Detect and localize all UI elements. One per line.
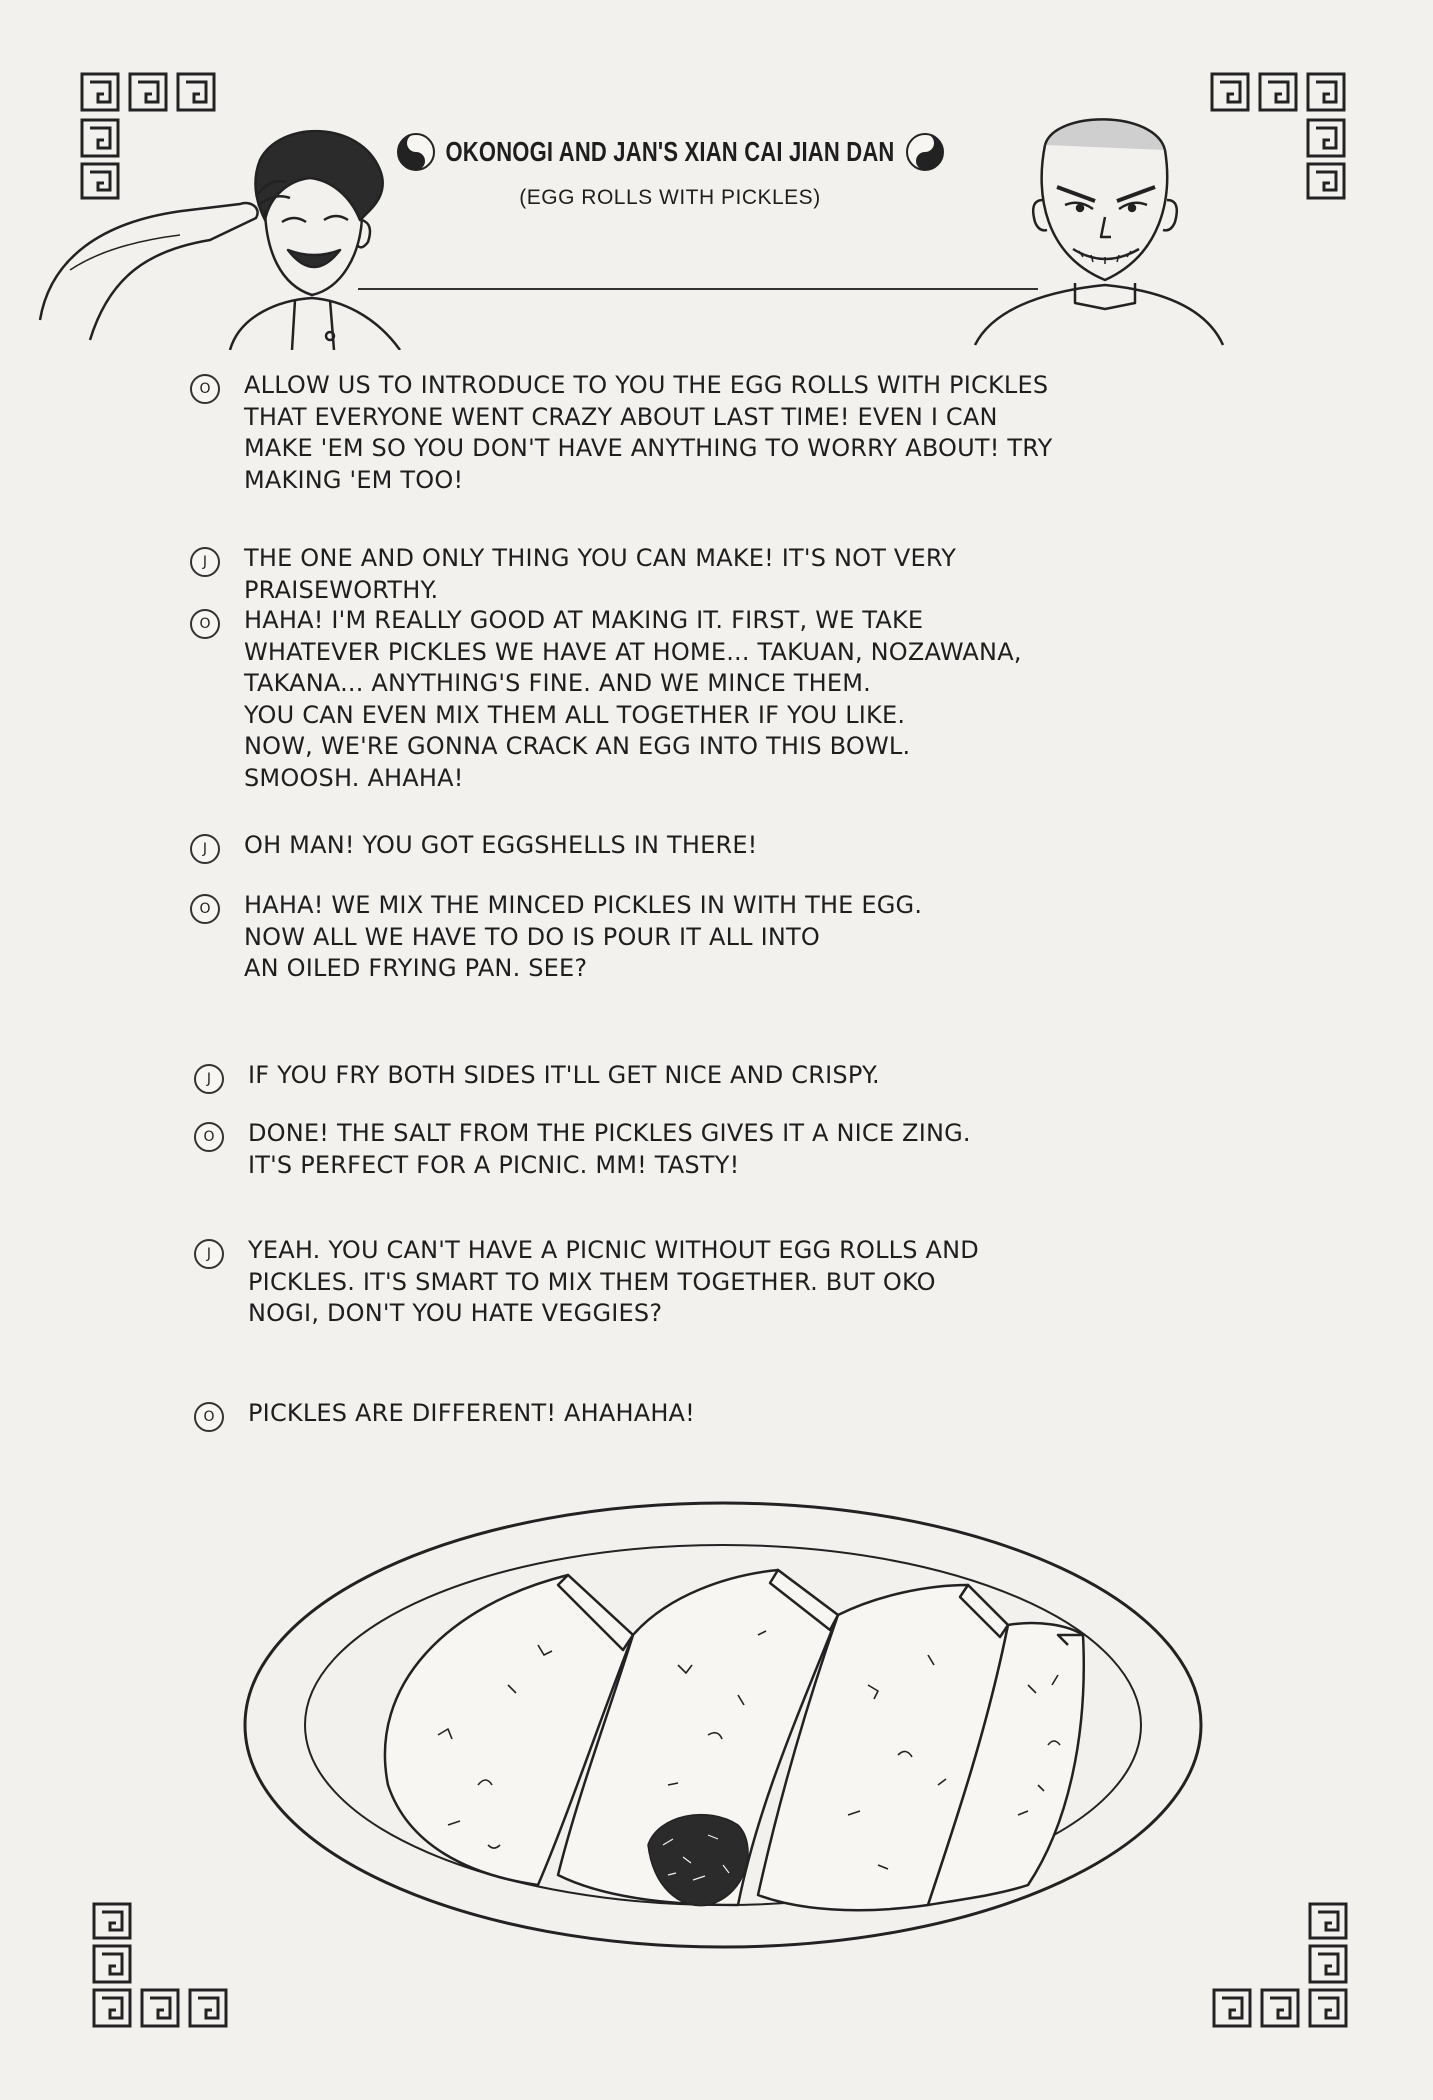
dialogue-line bbox=[190, 370, 1104, 496]
dialogue-line bbox=[194, 1398, 1108, 1432]
dialogue-text: OH MAN! YOU GOT EGGSHELLS IN THERE! bbox=[244, 831, 758, 859]
dialogue-line bbox=[194, 1235, 1108, 1330]
speaker-badge: J bbox=[194, 1064, 224, 1094]
dialogue-text: PICKLES ARE DIFFERENT! AHAHAHA! bbox=[248, 1399, 696, 1427]
dialogue-line bbox=[190, 543, 1104, 606]
dialogue-text: DONE! THE SALT FROM THE PICKLES GIVES IT A NICE ZING. IT'S PERFECT FOR A PICNIC. MM! TASTY! bbox=[248, 1119, 971, 1179]
dialogue-text: IF YOU FRY BOTH SIDES IT'LL GET NICE AND CRISPY. bbox=[248, 1061, 880, 1089]
speaker-badge: J bbox=[194, 1239, 224, 1269]
dialogue-text: THE ONE AND ONLY THING YOU CAN MAKE! IT'S NOT VERY PRAISEWORTHY. bbox=[244, 544, 957, 604]
dialogue-line bbox=[190, 890, 1104, 985]
page-subtitle: (EGG ROLLS WITH PICKLES) bbox=[519, 186, 821, 209]
greek-key-border-icon bbox=[1200, 1900, 1350, 2030]
speaker-badge: O bbox=[190, 894, 220, 924]
dialogue-text: ALLOW US TO INTRODUCE TO YOU THE EGG ROLLS WITH PICKLES THAT EVERYONE WENT CRAZY ABOUT LAST TIME! EVEN I CAN MAKE 'EM SO YOU DON'T HAVE ANYTHING TO WORRY ABOUT! TRY MAKING 'EM TOO! bbox=[244, 371, 1053, 494]
speaker-badge: O bbox=[194, 1402, 224, 1432]
speaker-badge: O bbox=[194, 1122, 224, 1152]
dialogue-line bbox=[190, 605, 1104, 794]
page-title: OKONOGI AND JAN'S XIAN CAI JIAN DAN bbox=[445, 135, 895, 167]
dialogue-line bbox=[194, 1060, 1108, 1094]
dialogue-text: YEAH. YOU CAN'T HAVE A PICNIC WITHOUT EGG ROLLS AND PICKLES. IT'S SMART TO MIX THEM TOGETHER. BUT OKO NOGI, DON'T YOU HATE VEGGIES? bbox=[248, 1236, 979, 1327]
speaker-badge: O bbox=[190, 609, 220, 639]
speaker-badge: J bbox=[190, 834, 220, 864]
jan-illustration bbox=[955, 105, 1225, 354]
speaker-badge: O bbox=[190, 374, 220, 404]
egg-rolls-plate-illustration bbox=[238, 1485, 1208, 1959]
recipe-header bbox=[400, 132, 940, 210]
dialogue-line bbox=[190, 830, 1104, 864]
header-divider bbox=[358, 288, 1038, 290]
yin-yang-icon bbox=[905, 132, 945, 172]
dialogue-line bbox=[194, 1118, 1108, 1181]
yin-yang-icon bbox=[396, 132, 436, 172]
dialogue-text: HAHA! WE MIX THE MINCED PICKLES IN WITH THE EGG. NOW ALL WE HAVE TO DO IS POUR IT ALL INTO AN OILED FRYING PAN. SEE? bbox=[244, 891, 923, 982]
speaker-badge: J bbox=[190, 547, 220, 577]
greek-key-border-icon bbox=[90, 1900, 240, 2030]
dialogue-text: HAHA! I'M REALLY GOOD AT MAKING IT. FIRST, WE TAKE WHATEVER PICKLES WE HAVE AT HOME... TAKUAN, NOZAWANA, TAKANA... ANYTHING'S FINE. AND WE MINCE THEM. YOU CAN EVEN MIX THEM ALL TOGETHER IF YOU LIKE. NOW, WE'RE GONNA CRACK AN EGG INTO THIS BOWL. SMOOSH. AHAHA! bbox=[244, 606, 1022, 792]
okonogi-illustration bbox=[30, 100, 410, 354]
